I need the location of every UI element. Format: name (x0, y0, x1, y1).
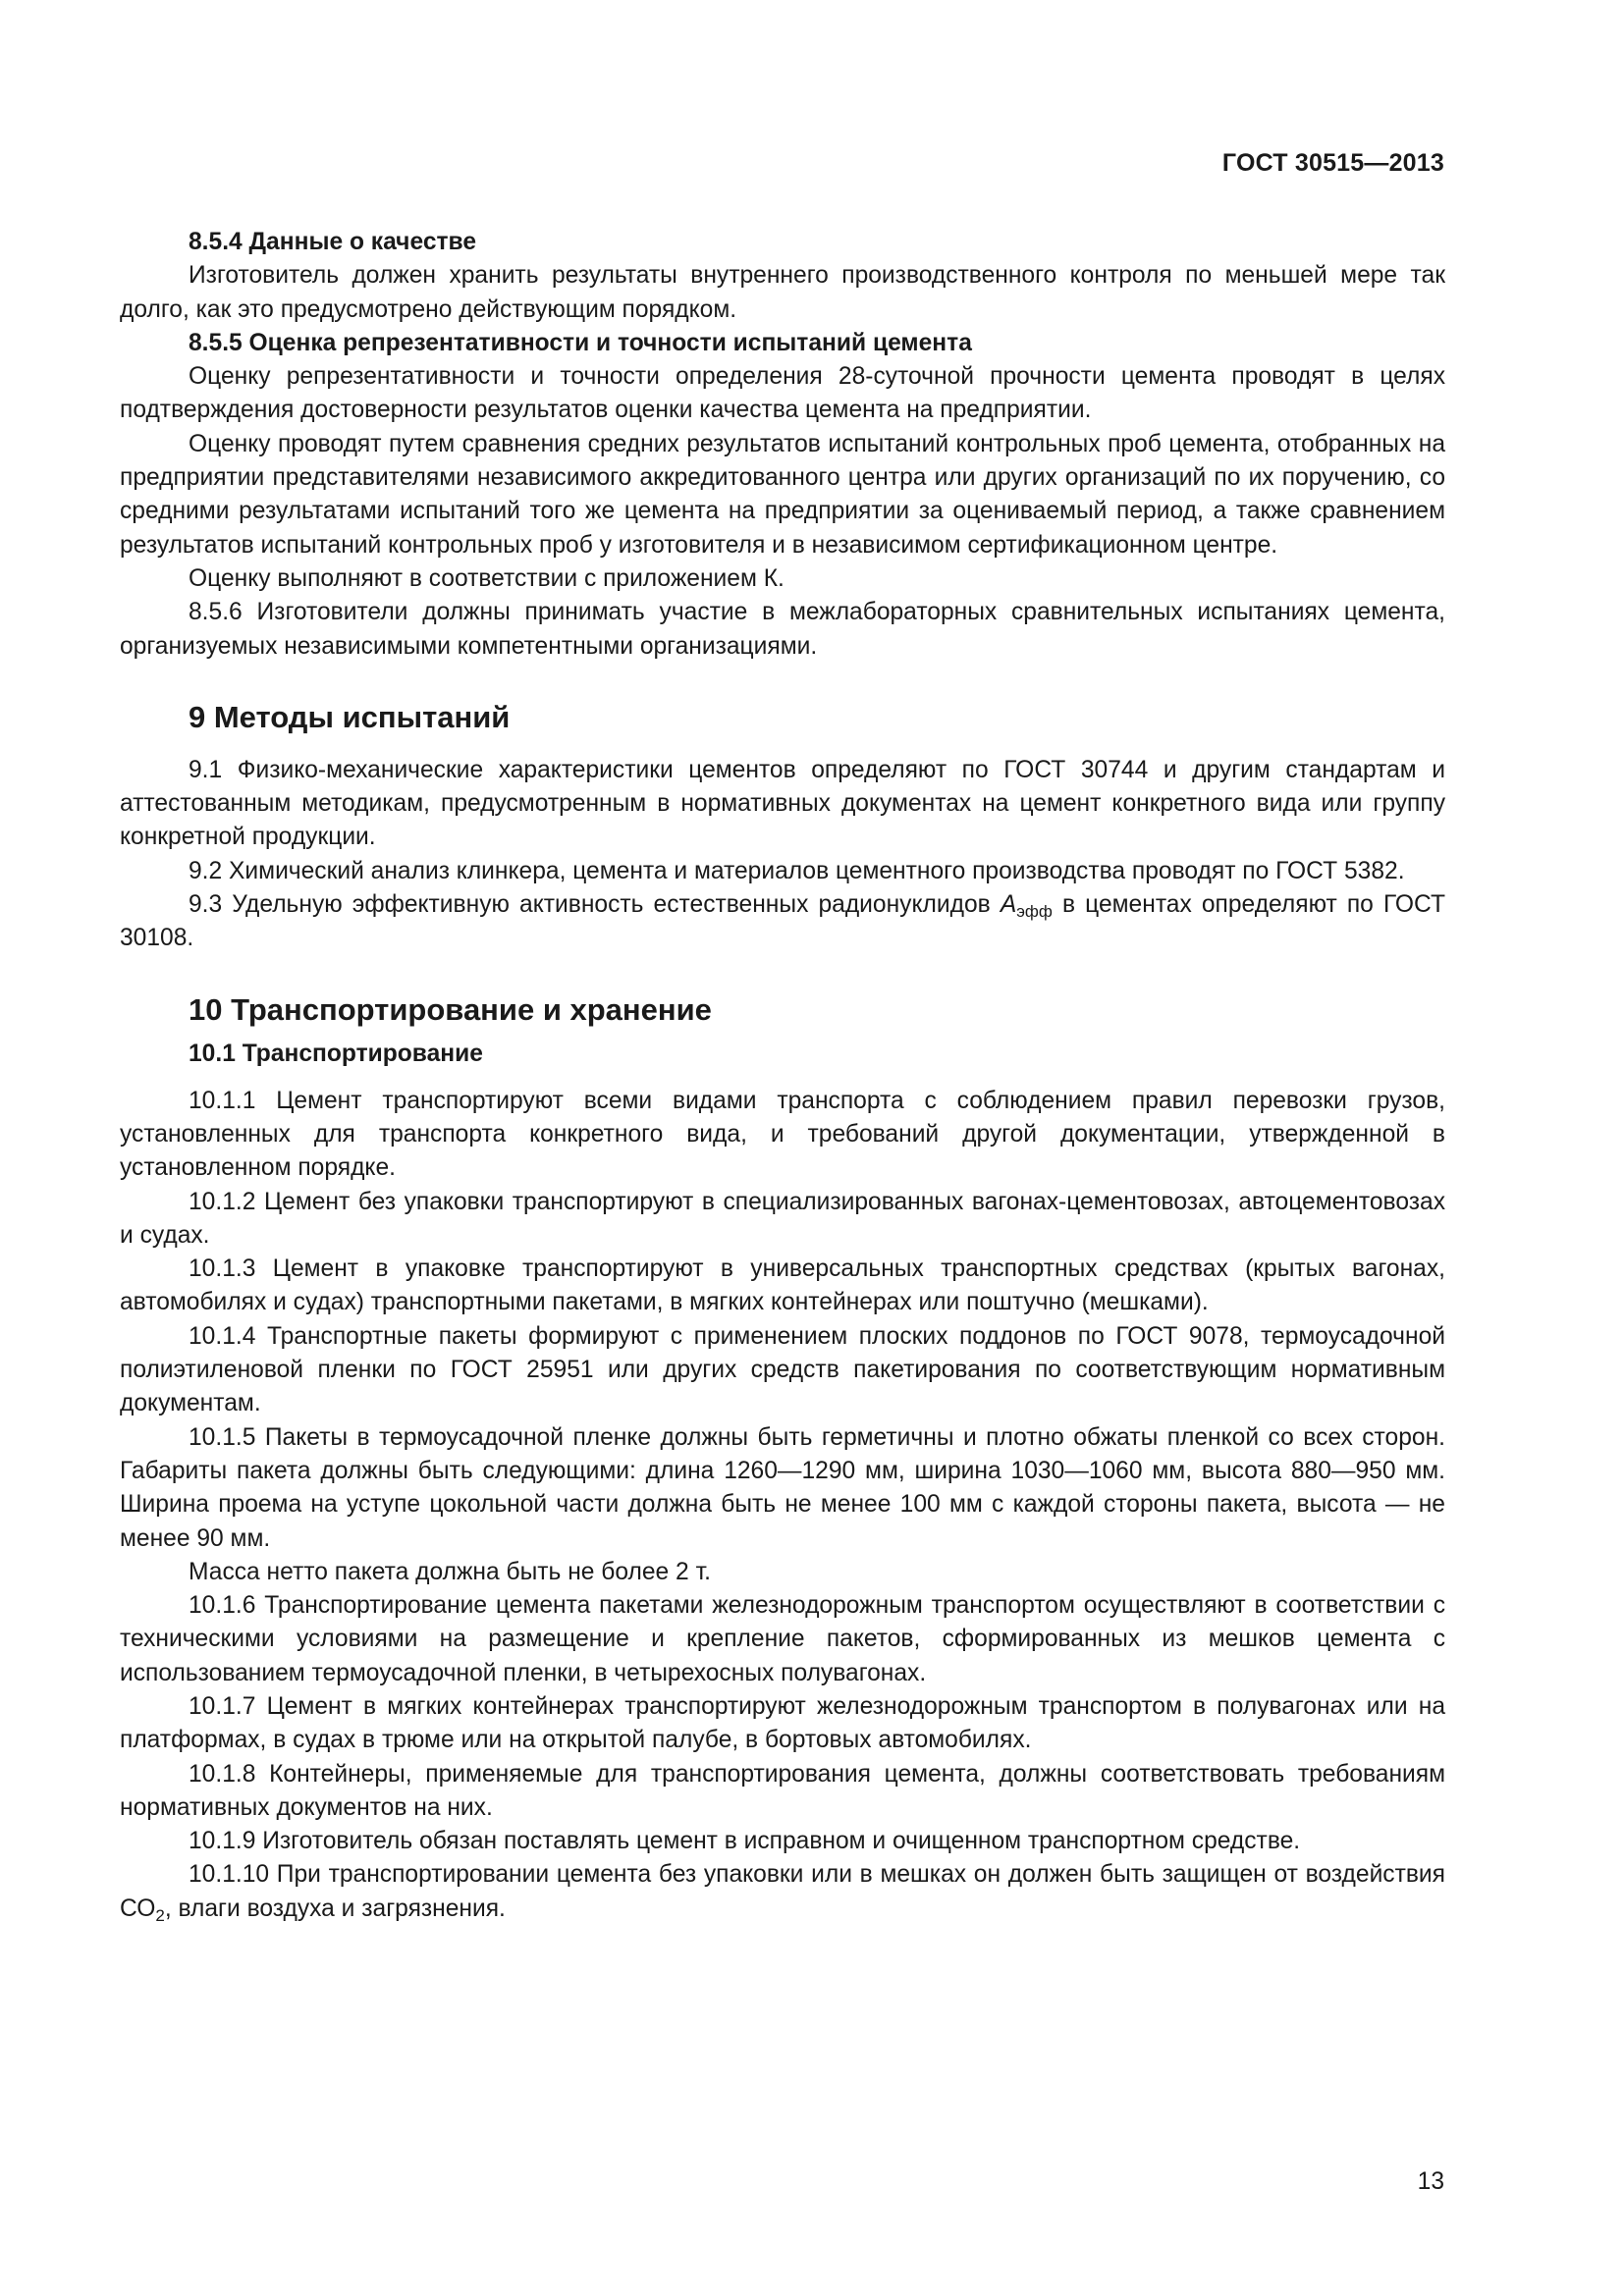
section-8-5-4-title: 8.5.4 Данные о качестве (189, 229, 477, 255)
section-10-1-2: 10.1.2 Цемент без упаковки транспортируют в специализированных вагонах-цементовозах, автоцементовозах и судах. (120, 1188, 1445, 1249)
section-9-heading: 9 Методы испытаний (189, 699, 511, 734)
section-8-5-4-text: Изготовитель должен хранить результаты внутреннего производственного контроля по меньшей мере так долго, как это предусмотрено действующим порядком. (120, 262, 1445, 323)
co2-subscript: 2 (155, 1905, 165, 1925)
section-9-3-text-a: 9.3 Удельную эффективную активность естественных радионуклидов (189, 891, 1001, 919)
section-8-5-5-title: 8.5.5 Оценка репрезентативности и точности испытаний цемента (189, 329, 972, 356)
section-9-3-text-b: в цементах определяют по ГОСТ 30108. (120, 891, 1445, 952)
section-10-1-9: 10.1.9 Изготовитель обязан поставлять цемент в исправном и очищенном транспортном средстве. (189, 1828, 1301, 1855)
section-10-1-7: 10.1.7 Цемент в мягких контейнерах транспортируют железнодорожным транспортом в полувагонах или на платформах, в судах в трюме или на открытой палубе, в бортовых автомобилях. (120, 1692, 1445, 1754)
section-10-heading: 10 Транспортирование и хранение (189, 991, 712, 1027)
standard-header: ГОСТ 30515—2013 (1221, 149, 1444, 177)
document-body (120, 226, 1445, 1926)
section-8-5-5-paragraph-1: Оценку репрезентативности и точности определения 28-суточной прочности цемента проводят в целях подтверждения достоверности результатов оценки качества цемента на предприятии. (120, 363, 1445, 424)
section-10-1-6: 10.1.6 Транспортирование цемента пакетами железнодорожным транспортом осуществляют в соответствии с техническими условиями на размещение и крепление пакетов, сформированных из мешков цемента с использованием термоусадочной пленки, в четырехосных полувагонах. (120, 1592, 1445, 1686)
section-10-1-5-mass: Масса нетто пакета должна быть не более 2 т. (189, 1558, 711, 1585)
section-10-1-10-text-b: , влаги воздуха и загрязнения. (164, 1895, 506, 1922)
activity-symbol: А (1000, 891, 1017, 919)
section-9-1: 9.1 Физико-механические характеристики цементов определяют по ГОСТ 30744 и другим стандартам и аттестованным методикам, предусмотренным в нормативных документах на цемент конкретного вида или группу конкретной продукции. (120, 756, 1445, 851)
page-number: 13 (1417, 2168, 1444, 2195)
section-9-2: 9.2 Химический анализ клинкера, цемента и материалов цементного производства проводят по ГОСТ 5382. (189, 857, 1405, 884)
section-10-1-10-text-a: 10.1.10 При транспортировании цемента без упаковки или в мешках он должен быть защищен от воздействия СО (120, 1861, 1445, 1922)
section-10-1-5: 10.1.5 Пакеты в термоусадочной пленке должны быть герметичны и плотно обжаты пленкой со всех сторон. Габариты пакета должны быть следующими: длина 1260—1290 мм, ширина 1030—1060 мм, высота 880—950 мм. Ширина проема на уступе цокольной части должна быть не менее 100 мм с каждой стороны пакета, высота — не менее 90 мм. (120, 1423, 1445, 1552)
section-10-1-10 (120, 1858, 1445, 1926)
activity-subscript: эфф (1016, 902, 1053, 922)
section-8-5-6: 8.5.6 Изготовители должны принимать участие в межлабораторных сравнительных испытаниях цемента, организуемых независимыми компетентными организациями. (120, 599, 1445, 660)
section-10-1-1: 10.1.1 Цемент транспортируют всеми видами транспорта с соблюдением правил перевозки грузов, установленных для транспорта конкретного вида, и требований другой документации, утвержденной в установленном порядке. (120, 1087, 1445, 1182)
section-9-3 (120, 888, 1445, 956)
section-8-5-5-paragraph-3: Оценку выполняют в соответствии с приложением К. (189, 564, 785, 592)
section-10-1-heading: 10.1 Транспортирование (189, 1040, 483, 1067)
section-8-5-5-paragraph-2: Оценку проводят путем сравнения средних результатов испытаний контрольных проб цемента, отобранных на предприятии представителями независимого аккредитованного центра или других организаций по их поручению, со средними результатами испытаний того же цемента на предприятии за оцениваемый период, а также сравнением результатов испытаний контрольных проб у изготовителя и в независимом сертификационном центре. (120, 430, 1445, 559)
section-10-1-3: 10.1.3 Цемент в упаковке транспортируют в универсальных транспортных средствах (крытых вагонах, автомобилях и судах) транспортными пакетами, в мягких контейнерах или поштучно (мешками). (120, 1255, 1445, 1316)
section-10-1-8: 10.1.8 Контейнеры, применяемые для транспортирования цемента, должны соответствовать требованиям нормативных документов на них. (120, 1760, 1445, 1821)
section-10-1-4: 10.1.4 Транспортные пакеты формируют с применением плоских поддонов по ГОСТ 9078, термоусадочной полиэтиленовой пленки по ГОСТ 25951 или других средств пакетирования по соответствующим нормативным документам. (120, 1322, 1445, 1417)
